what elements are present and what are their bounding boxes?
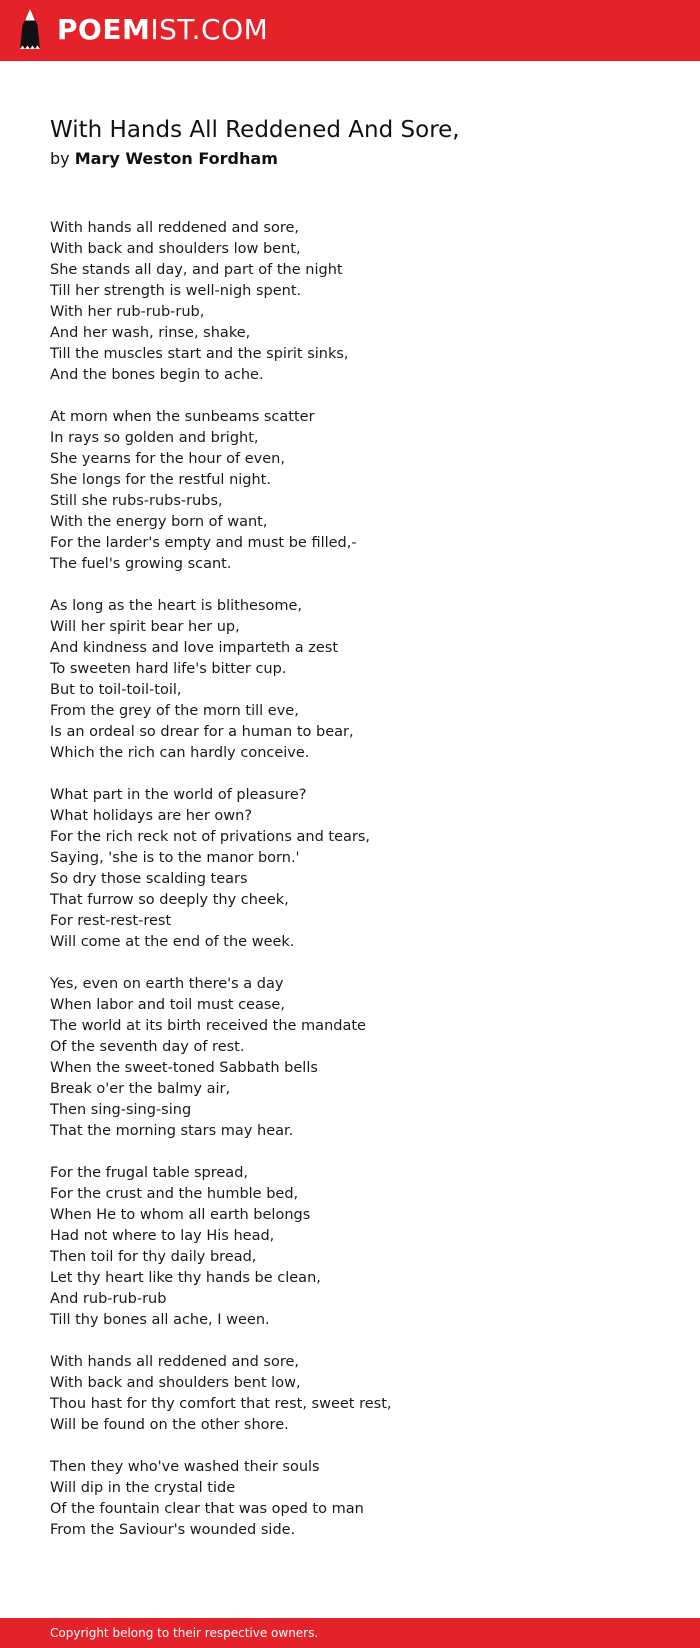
poem-line: For the crust and the humble bed, (50, 1186, 299, 1202)
poem-line: In rays so golden and bright, (50, 430, 259, 446)
poem-line: Is an ordeal so drear for a human to bear, (50, 724, 354, 740)
poem-line: With back and shoulders bent low, (50, 1375, 301, 1391)
poem-stanza (50, 1163, 650, 1331)
footer-copyright: Copyright belong to their respective owners. (50, 1626, 319, 1640)
poem-line: With back and shoulders low bent, (50, 241, 301, 257)
logo-text-light: IST.COM (150, 13, 269, 46)
poem-line: Will her spirit bear her up, (50, 619, 240, 635)
poem-line: Will be found on the other shore. (50, 1417, 289, 1433)
poem-line: Will come at the end of the week. (50, 934, 295, 950)
poem-line: And her wash, rinse, shake, (50, 325, 251, 341)
poem-line: Till thy bones all ache, I ween. (50, 1312, 270, 1328)
poem-title: With Hands All Reddened And Sore, (50, 117, 460, 143)
poem-line: For rest-rest-rest (50, 913, 172, 929)
poem-line: Of the fountain clear that was oped to man (50, 1501, 364, 1517)
poem-line: Then sing-sing-sing (50, 1102, 192, 1118)
poem-line: And kindness and love imparteth a zest (50, 640, 339, 656)
poem-line: Till the muscles start and the spirit sinks, (50, 346, 349, 362)
poem-byline (50, 148, 278, 170)
poem-line: When He to whom all earth belongs (50, 1207, 311, 1223)
poem-line: Which the rich can hardly conceive. (50, 745, 310, 761)
poem-line: Let thy heart like thy hands be clean, (50, 1270, 321, 1286)
poem-line: Will dip in the crystal tide (50, 1480, 236, 1496)
poem-line: Of the seventh day of rest. (50, 1039, 245, 1055)
poem-line: To sweeten hard life's bitter cup. (50, 661, 287, 677)
poem-stanza (50, 974, 650, 1142)
poem-line: For the rich reck not of privations and tears, (50, 829, 371, 845)
poem-stanza (50, 1457, 650, 1541)
logo-text-bold: POEM (57, 13, 151, 46)
poem-line: Thou hast for thy comfort that rest, sweet rest, (50, 1396, 392, 1412)
poem-stanza (50, 1352, 650, 1436)
pen-nib-icon (17, 8, 43, 52)
poem-stanza (50, 785, 650, 953)
poem-stanza (50, 218, 650, 386)
poem-line: With hands all reddened and sore, (50, 1354, 300, 1370)
poem-line: That the morning stars may hear. (50, 1123, 294, 1139)
poem-line: With hands all reddened and sore, (50, 220, 300, 236)
poem-line: When the sweet-toned Sabbath bells (50, 1060, 318, 1076)
poem-line: As long as the heart is blithesome, (50, 598, 303, 614)
poem-line: And rub-rub-rub (50, 1291, 167, 1307)
poem-line: For the larder's empty and must be filled,- (50, 535, 357, 551)
poem-line: For the frugal table spread, (50, 1165, 249, 1181)
poem-line: She stands all day, and part of the night (50, 262, 343, 278)
poem-line: She longs for the restful night. (50, 472, 271, 488)
poem-line: At morn when the sunbeams scatter (50, 409, 315, 425)
site-logo-link[interactable] (17, 8, 268, 52)
poem-line: Had not where to lay His head, (50, 1228, 275, 1244)
poem-stanza (50, 407, 650, 575)
poem-line: The world at its birth received the mandate (50, 1018, 366, 1034)
poem-line: She yearns for the hour of even, (50, 451, 285, 467)
poem-line: With the energy born of want, (50, 514, 268, 530)
poem-line: Till her strength is well-nigh spent. (50, 283, 302, 299)
poem-line: Still she rubs-rubs-rubs, (50, 493, 223, 509)
poem-line: Break o'er the balmy air, (50, 1081, 231, 1097)
site-header (0, 0, 700, 61)
poem-stanza (50, 596, 650, 764)
poem-line: That furrow so deeply thy cheek, (50, 892, 289, 908)
poem-line: And the bones begin to ache. (50, 367, 264, 383)
poem-line: Yes, even on earth there's a day (50, 976, 284, 992)
byline-label: by (50, 149, 70, 168)
poem-line: What part in the world of pleasure? (50, 787, 307, 803)
poem-line: The fuel's growing scant. (50, 556, 232, 572)
poem-line: Then toil for thy daily bread, (50, 1249, 257, 1265)
poem-line: With her rub-rub-rub, (50, 304, 205, 320)
poem-line: But to toil-toil-toil, (50, 682, 182, 698)
poem-line: From the Saviour's wounded side. (50, 1522, 296, 1538)
poem-author: Mary Weston Fordham (74, 149, 278, 168)
poem-line: Saying, 'she is to the manor born.' (50, 850, 300, 866)
poem-line: What holidays are her own? (50, 808, 253, 824)
poem-line: So dry those scalding tears (50, 871, 248, 887)
poem-line: Then they who've washed their souls (50, 1459, 320, 1475)
site-footer (0, 1618, 700, 1648)
site-logo-text (57, 8, 268, 52)
poem-line: From the grey of the morn till eve, (50, 703, 299, 719)
poem-line: When labor and toil must cease, (50, 997, 285, 1013)
poem-body (50, 218, 650, 1562)
